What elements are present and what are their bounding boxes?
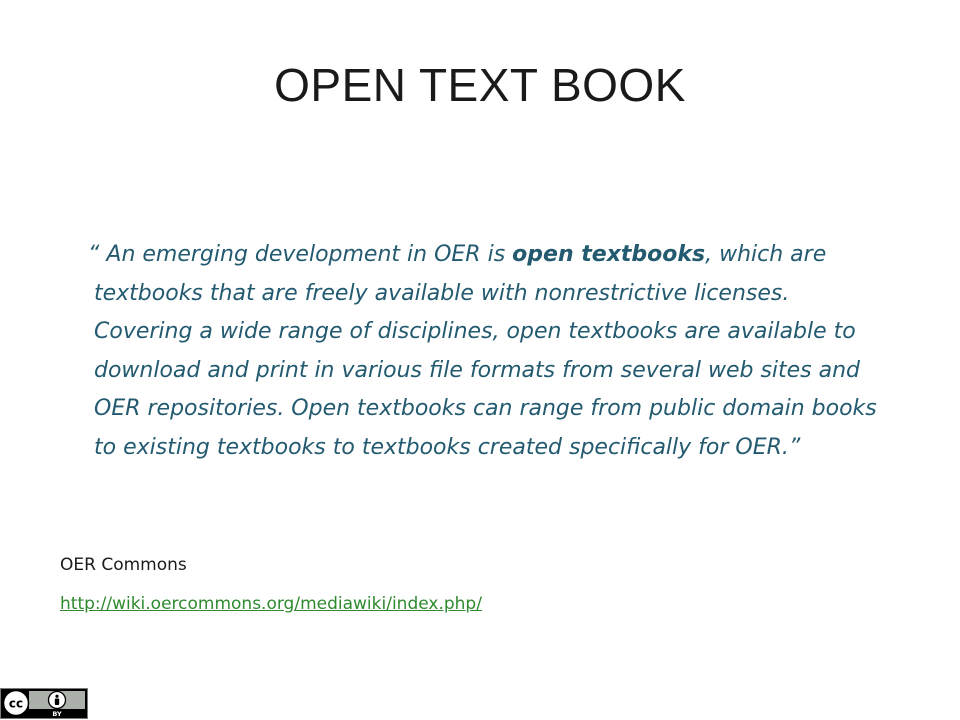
quote-text (88, 236, 894, 467)
slide-title: OPEN TEXT BOOK (274, 59, 686, 111)
quote-part-1: An emerging development in OER is (99, 242, 513, 267)
cc-by-license-badge[interactable] (0, 688, 88, 719)
person-head-icon (55, 695, 58, 698)
source-link[interactable]: http://wiki.oercommons.org/mediawiki/index.php/ (60, 594, 482, 614)
quote-part-2: , which are textbooks that are freely available with nonrestrictive licenses. Covering a wide range of disciplines, open textbooks are available to download and print in various file formats from several web sites and OER repositories. Open textbooks can range from public domain books to existing textbooks to textbooks created specifically for OER.” (94, 242, 877, 460)
source-label: OER Commons (60, 555, 187, 575)
by-label: BY (52, 710, 62, 718)
person-body-icon (55, 699, 59, 706)
quote-open-mark: “ (88, 242, 100, 267)
cc-by-badge-graphic (1, 689, 87, 718)
cc-icon-text: cc (8, 696, 24, 711)
quote-emphasis: open textbooks (512, 242, 706, 267)
